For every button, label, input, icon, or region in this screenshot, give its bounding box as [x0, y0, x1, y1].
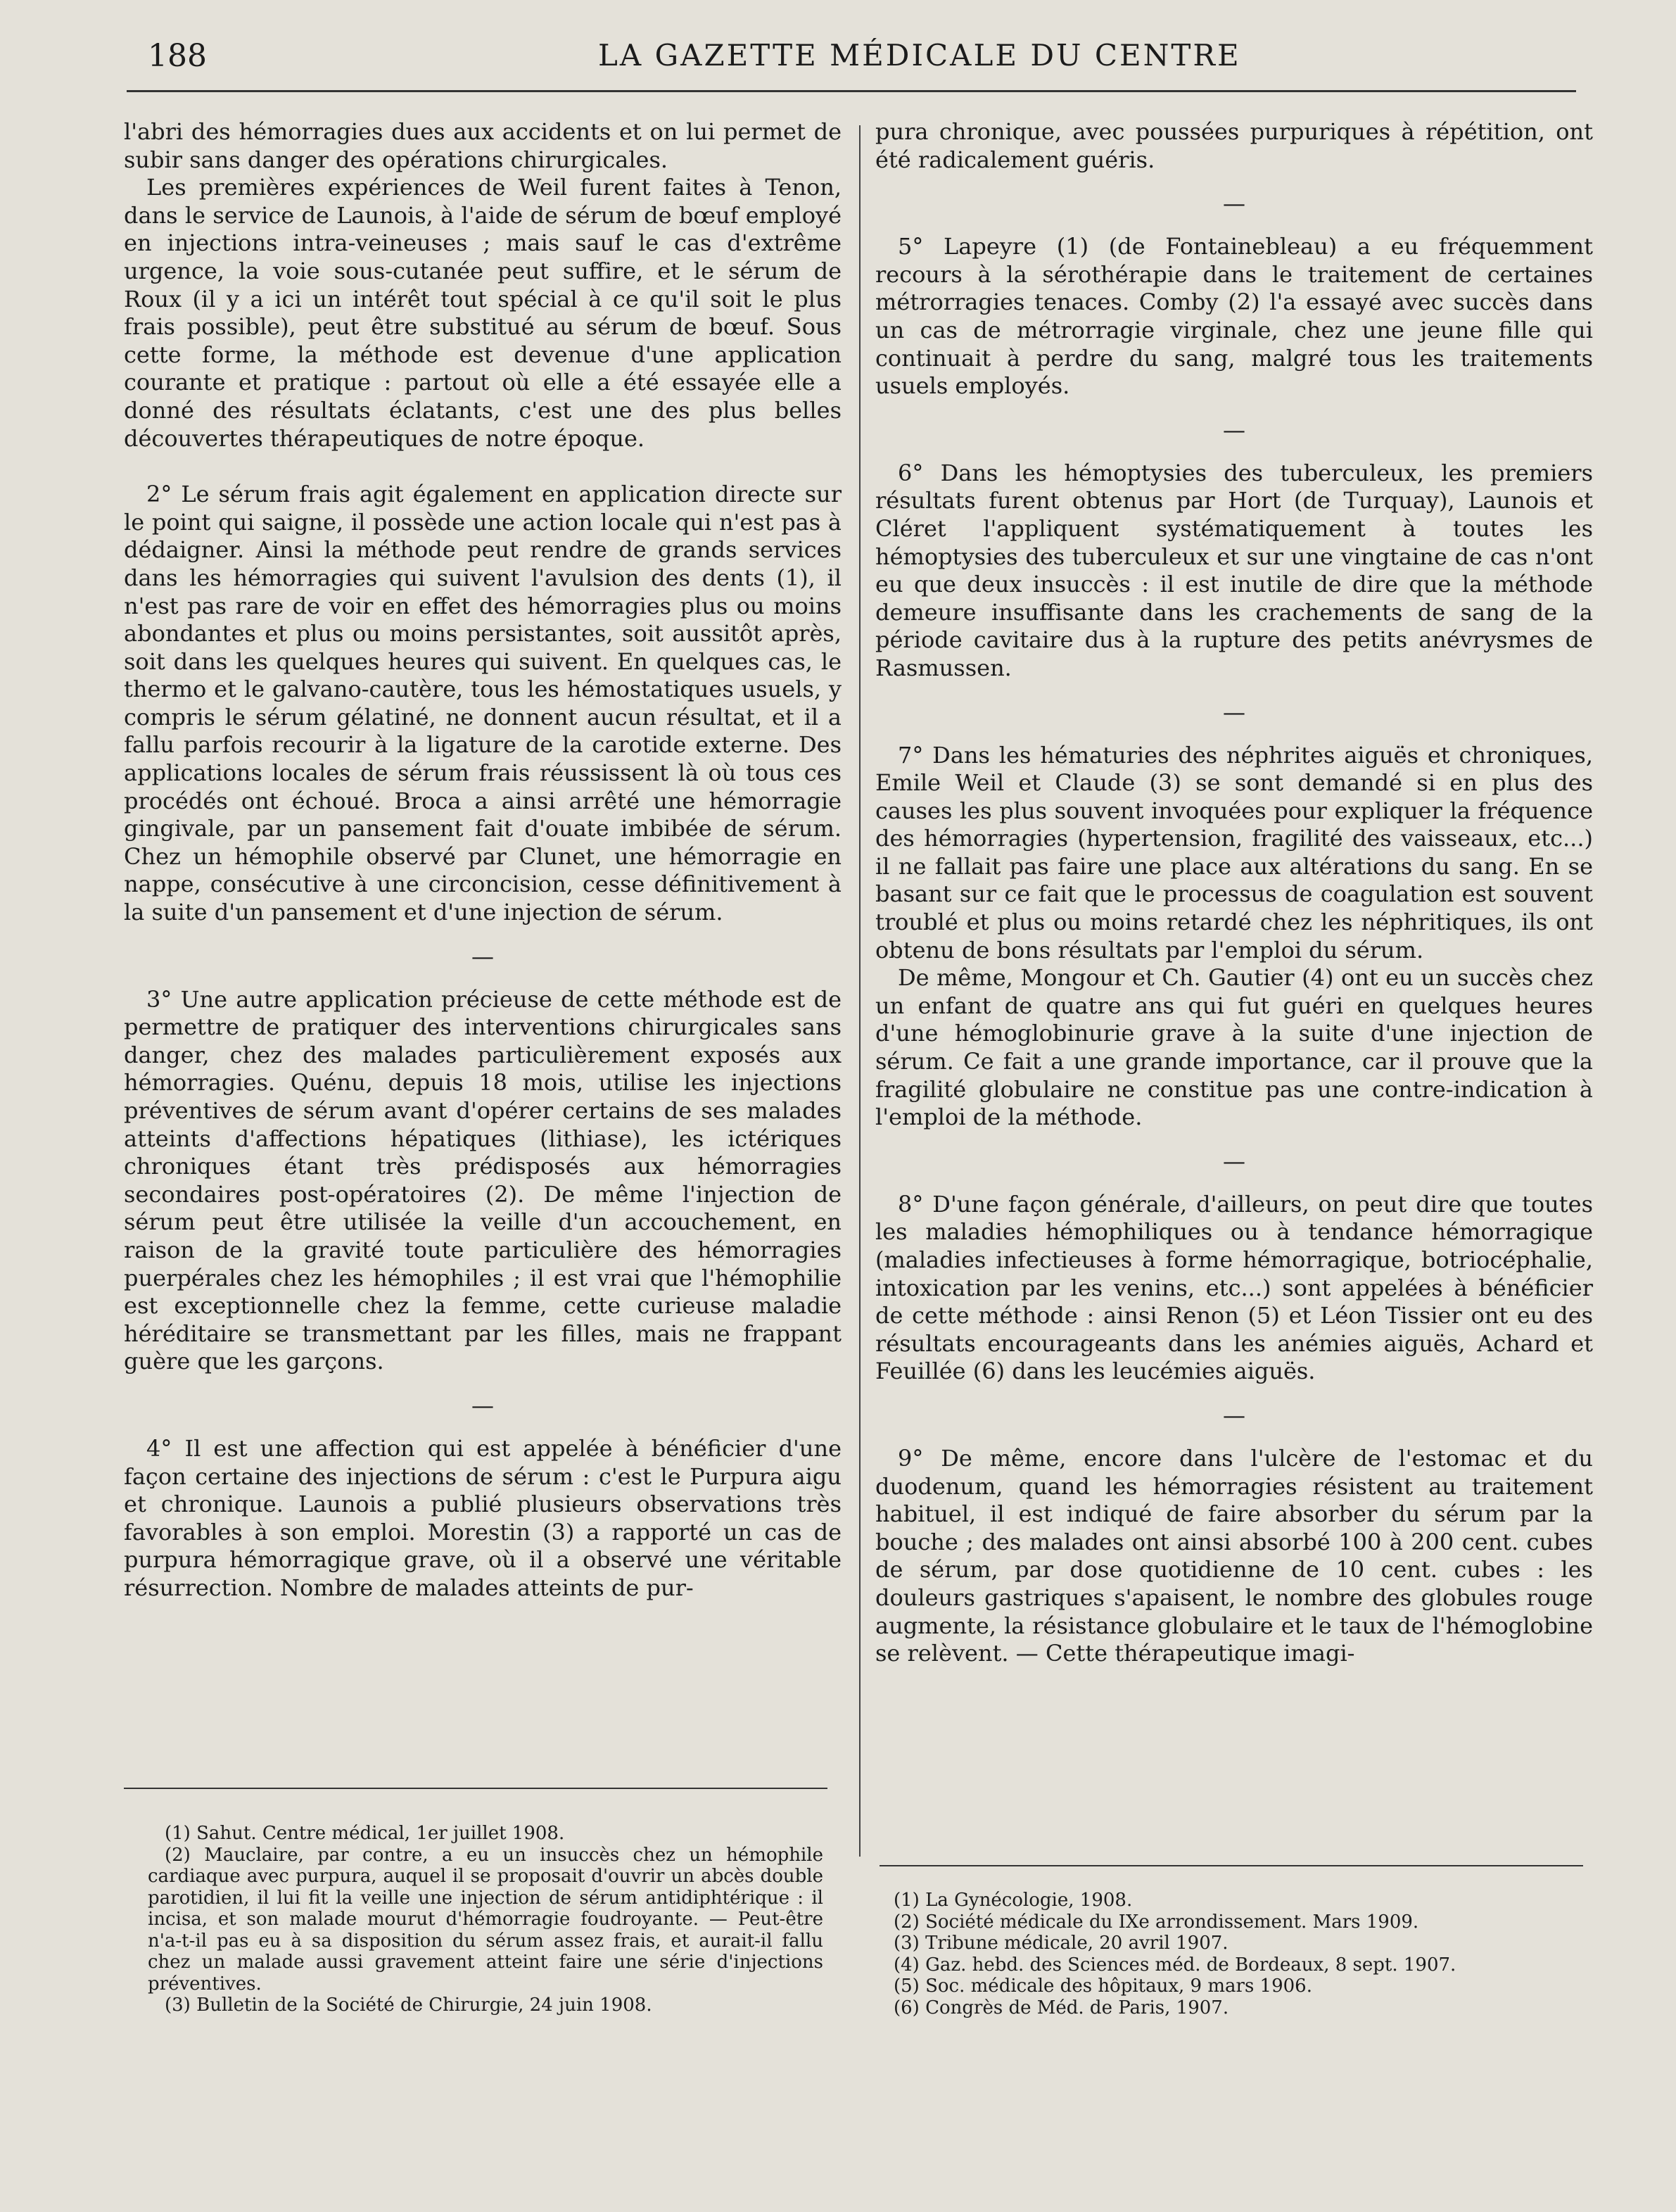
right-column: [875, 118, 1593, 1668]
paragraph-4-purpura: 4° Il est une affection qui est appelée à bénéficier d'une façon certaine des injections de sérum : c'est le Purpura aigu et chronique. Launois a publié plusieurs observations très favorables à son emploi. Morestin (3) a rapporté un cas de purpura hémorragique grave, où il a observé une véritable résurrection. Nombre de malades atteints de pur-: [124, 1434, 842, 1601]
section-separator: —: [1223, 1147, 1245, 1175]
footnote-5: (5) Soc. médicale des hôpitaux, 9 mars 1906.: [894, 1976, 1312, 1997]
footnote-3: (3) Tribune médicale, 20 avril 1907.: [894, 1933, 1229, 1954]
paragraph-7-hemoglobinuria: De même, Mongour et Ch. Gautier (4) ont eu un succès chez un enfant de quatre ans qui fut guéri en quelques heures d'une hémoglobinurie grave à la suite d'une injection de sérum. Ce fait a une grande importance, car il prouve que la fragilité globulaire ne constitue pas une contre-indication à l'emploi de la méthode.: [875, 964, 1593, 1131]
paragraph-weil-experiments: Les premières expériences de Weil furent faites à Tenon, dans le service de Launois, à l'aide de sérum de bœuf employé en injections intra-veineuses ; mais sauf le cas d'extrême urgence, la voie sous-cutanée peut suffire, et le sérum de Roux (il y a ici un intérêt tout spécial à ce qu'il soit le plus frais possible), peut être substitué au sérum de bœuf. Sous cette forme, la méthode est devenue d'une application courante et pratique : partout où elle a été essayée elle a donné des résultats éclatants, c'est une des plus belles découvertes thérapeutiques de notre époque.: [124, 174, 842, 452]
footnote-2: (2) Mauclaire, par contre, a eu un insuccès chez un hémophile cardiaque avec purpura, auquel il se proposait d'ouvrir un abcès double parotidien, il lui fit la veille une injection de sérum antidiphtérique : il incisa, et son malade mourut d'hémorragie foudroyante. — Peut-être n'a-t-il pas eu à sa disposition du sérum assez frais, et aurait-il fallu chez un malade aussi gravement atteint faire une série d'injections préventives.: [148, 1844, 823, 1995]
section-separator: —: [1223, 416, 1245, 443]
page-number: 188: [148, 38, 207, 74]
footnote-2: (2) Société médicale du IXe arrondissement. Mars 1909.: [894, 1911, 1419, 1933]
footnote-1: (1) Sahut. Centre médical, 1er juillet 1908.: [165, 1823, 565, 1844]
paragraph-continuation: pura chronique, avec poussées purpuriques à répétition, ont été radicalement guéris.: [875, 118, 1593, 173]
paragraph-intro: l'abri des hémorragies dues aux accidents et on lui permet de subir sans danger des opérations chirurgicales.: [124, 118, 842, 173]
paragraph-7-hematuria: 7° Dans les hématuries des néphrites aiguës et chroniques, Emile Weil et Claude (3) se sont demandé si en plus des causes les plus souvent invoquées pour expliquer la fréquence des hémorragies (hypertension, fragilité des vaisseaux, etc...) il ne fallait pas faire une place aux altérations du sang. En se basant sur ce fait que le processus de coagulation est souvent troublé et plus ou moins retardé chez les néphritiques, ils ont obtenu de bons résultats par l'emploi du sérum.: [875, 741, 1593, 963]
column-divider: [859, 125, 861, 1857]
section-separator: —: [1223, 1401, 1245, 1429]
paragraph-5-metrorrhagia: 5° Lapeyre (1) (de Fontainebleau) a eu fréquemment recours à la sérothérapie dans le traitement de certaines métrorragies tenaces. Comby (2) l'a essayé avec succès dans un cas de métrorragie virginale, chez une jeune fille qui continuait à perdre du sang, malgré tous les traitements usuels employés.: [875, 233, 1593, 400]
page-header: [141, 35, 1583, 84]
paragraph-6-hemoptysis: 6° Dans les hémoptysies des tuberculeux, les premiers résultats furent obtenus par Hort (de Turquay), Launois et Cléret l'appliquent systématiquement à toutes les hémoptysies des tuberculeux et sur une vingtaine de cas n'ont eu que deux insuccès : il est inutile de dire que la méthode demeure insuffisante dans les crachements de sang de la période cavitaire dus à la rupture des petits anévrysmes de Rasmussen.: [875, 459, 1593, 681]
left-footnotes: [148, 1823, 823, 2016]
section-separator: —: [1223, 190, 1245, 217]
left-column: [124, 118, 842, 1603]
paragraph-9-gastric-ulcer: 9° De même, encore dans l'ulcère de l'estomac et du duodenum, quand les hémorragies résistent au traitement habituel, il est indiqué de faire absorber du sérum par la bouche ; des malades ont ainsi absorbé 100 à 200 cent. cubes de sérum, par dose quotidienne de 10 cent. cubes : les douleurs gastriques s'apaisent, le nombre des globules rouge augmente, la résistance globulaire et le taux de l'hémoglobine se relèvent. — Cette thérapeutique imagi-: [875, 1444, 1593, 1667]
footnote-3: (3) Bulletin de la Société de Chirurgie, 24 juin 1908.: [165, 1995, 652, 2016]
section-separator: —: [1223, 698, 1245, 726]
footnote-4: (4) Gaz. hebd. des Sciences méd. de Bordeaux, 8 sept. 1907.: [894, 1954, 1456, 1976]
footnote-rule-left: [124, 1788, 827, 1789]
footnote-6: (6) Congrès de Méd. de Paris, 1907.: [894, 1997, 1229, 2018]
paragraph-2-direct-application: 2° Le sérum frais agit également en application directe sur le point qui saigne, il possède une action locale qui n'est pas à dédaigner. Ainsi la méthode peut rendre de grands services dans les hémorragies qui suivent l'avulsion des dents (1), il n'est pas rare de voir en effet des hémorragies plus ou moins abondantes et plus ou moins persistantes, soit aussitôt après, soit dans les quelques heures qui suivent. En quelques cas, le thermo et le galvano-cautère, tous les hémostatiques usuels, y compris le sérum gélatiné, ne donnent aucun résultat, et il a fallu parfois recourir à la ligature de la carotide externe. Des applications locales de sérum frais réussissent là où tous ces procédés ont échoué. Broca a ainsi arrêté une hémorragie gingivale, par un pansement fait d'ouate imbibée de sérum. Chez un hémophile observé par Clunet, une hémorragie en nappe, consécutive à une circoncision, cesse définitivement à la suite d'un pansement et d'une injection de sérum.: [124, 481, 842, 926]
section-separator: —: [471, 1391, 494, 1419]
section-separator: —: [471, 942, 494, 970]
right-footnotes: [894, 1890, 1569, 2018]
paragraph-8-hemophilic-diseases: 8° D'une façon générale, d'ailleurs, on peut dire que toutes les maladies hémophiliques ou à tendance hémorragique (maladies infectieuses à forme hémorragique, botriocéphalie, intoxication par les venins, etc...) sont appelées à bénéficier de cette méthode : ainsi Renon (5) et Léon Tissier ont eu des résultats encourageants dans les anémies aiguës, Achard et Feuillée (6) dans les leucémies aiguës.: [875, 1190, 1593, 1385]
journal-title: LA GAZETTE MÉDICALE DU CENTRE: [598, 38, 1241, 72]
footnote-rule-right: [880, 1865, 1583, 1866]
footnote-1: (1) La Gynécologie, 1908.: [894, 1890, 1133, 1911]
header-rule: [127, 90, 1576, 92]
paragraph-3-surgical-interventions: 3° Une autre application précieuse de cette méthode est de permettre de pratiquer des interventions chirurgicales sans danger, chez des malades particulièrement exposés aux hémorragies. Quénu, depuis 18 mois, utilise les injections préventives de sérum avant d'opérer certains de ses malades atteints d'affections hépatiques (lithiase), les ictériques chroniques étant très prédisposés aux hémorragies secondaires post-opératoires (2). De même l'injection de sérum peut être utilisée la veille d'un accouchement, en raison de la gravité toute particulière des hémorragies puerpérales chez les hémophiles ; il est vrai que l'hémophilie est exceptionnelle chez la femme, cette curieuse maladie héréditaire se transmettant par les filles, mais ne frappant guère que les garçons.: [124, 985, 842, 1375]
